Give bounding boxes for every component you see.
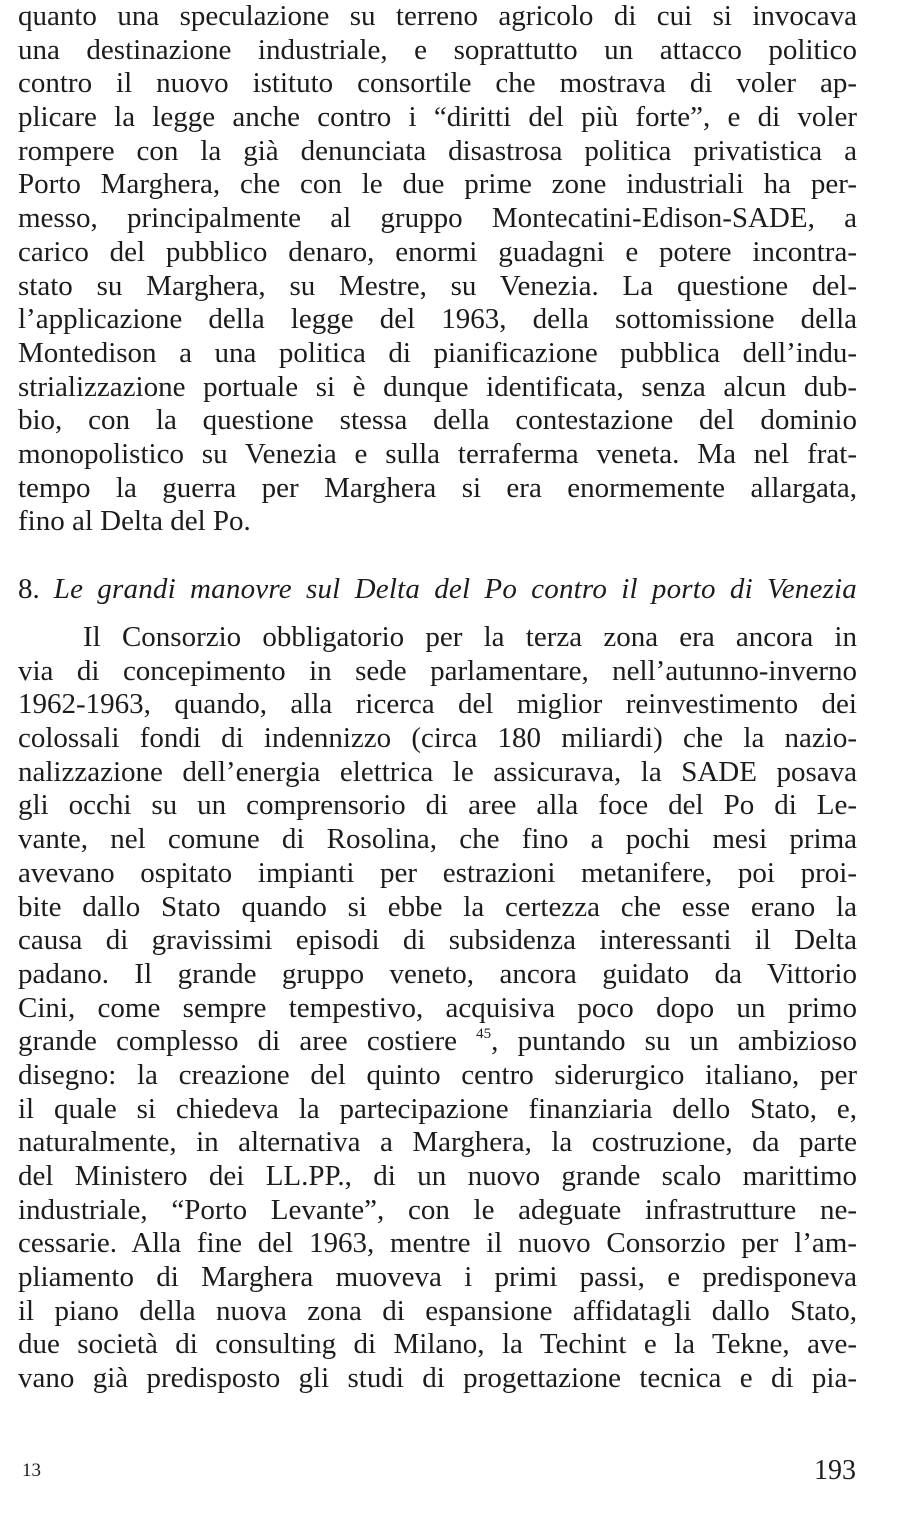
text-line: padano. Il grande gruppo veneto, ancora guidato da Vittorio — [18, 957, 857, 990]
section-title: Le grandi manovre sul Delta del Po contro il porto di Venezia — [53, 573, 858, 605]
text-line: causa di gravissimi episodi di subsidenza interessanti il Delta — [18, 924, 857, 957]
text-line: plicare la legge anche contro i “diritti del più forte”, e di voler — [18, 101, 857, 134]
text-line: contro il nuovo istituto consortile che mostrava di voler ap- — [18, 67, 857, 100]
text-line: Il Consorzio obbligatorio per la terza zona era ancora in — [83, 621, 857, 653]
text-line-with-footnote — [18, 1025, 857, 1059]
text-line: del Ministero dei LL.PP., di un nuovo grande scalo marittimo — [18, 1160, 857, 1192]
text-line: bio, con la questione stessa della contestazione del dominio — [18, 404, 857, 437]
text-line: l’applicazione della legge del 1963, della sottomissione della — [18, 303, 857, 336]
text-line: carico del pubblico denaro, enormi guadagni e potere incontra- — [18, 235, 857, 268]
text-line: vante, nel comune di Rosolina, che fino a pochi mesi prima — [18, 823, 857, 856]
text-line: Montedison a una politica di pianificazione pubblica dell’indu- — [18, 336, 857, 369]
text-fragment: grande complesso di aree costiere — [18, 1025, 457, 1058]
text-line: fino al Delta del Po. — [18, 505, 251, 538]
section-number: 8. — [18, 573, 40, 605]
text-line: monopolistico su Venezia e sulla terraferma veneta. Ma nel frat- — [18, 437, 857, 470]
text-line: Porto Marghera, che con le due prime zone industriali ha per- — [18, 168, 857, 201]
text-line: il piano della nuova zona di espansione affidatagli dallo Stato, — [18, 1294, 857, 1327]
text-line: il quale si chiedeva la partecipazione finanziaria dello Stato, e, — [18, 1092, 857, 1125]
paragraph-1 — [18, 0, 857, 539]
text-line: Cini, come sempre tempestivo, acquisiva poco dopo un primo — [18, 991, 857, 1024]
paragraph-2 — [18, 621, 857, 1396]
signature-mark: 13 — [22, 1460, 41, 1481]
text-line: bite dallo Stato quando si ebbe la certezza che esse erano la — [18, 890, 857, 923]
text-line: 1962-1963, quando, alla ricerca del miglior reinvestimento dei — [18, 688, 857, 721]
text-line: stato su Marghera, su Mestre, su Venezia. La questione del- — [18, 269, 857, 302]
footnote-reference: 45 — [476, 1026, 492, 1043]
text-line: tempo la guerra per Marghera si era enormemente allargata, — [18, 471, 857, 504]
text-line: rompere con la già denunciata disastrosa politica privatistica a — [18, 134, 857, 167]
text-line: quanto una speculazione su terreno agricolo di cui si invocava — [18, 0, 857, 32]
text-line: gli occhi su un comprensorio di aree alla foce del Po di Le- — [18, 789, 857, 822]
text-line: avevano ospitato impianti per estrazioni metanifere, poi proi- — [18, 856, 857, 889]
text-line: nalizzazione dell’energia elettrica le assicurava, la SADE posava — [18, 755, 857, 788]
text-line: via di concepimento in sede parlamentare, nell’autunno-inverno — [18, 654, 857, 687]
text-line: una destinazione industriale, e soprattutto un attacco politico — [18, 33, 857, 66]
text-line: vano già predisposto gli studi di progettazione tecnica e di pia- — [18, 1362, 857, 1395]
text-line: naturalmente, in alternativa a Marghera, la costruzione, da parte — [18, 1126, 857, 1159]
text-line: due società di consulting di Milano, la Techint e la Tekne, ave- — [18, 1328, 857, 1361]
text-line: strializzazione portuale si è dunque identificata, senza alcun dub- — [18, 370, 857, 403]
text-fragment: , puntando su un ambizioso — [491, 1025, 857, 1058]
page-number: 193 — [814, 1455, 856, 1486]
text-line: colossali fondi di indennizzo (circa 180 miliardi) che la nazio- — [18, 722, 857, 755]
text-line: messo, principalmente al gruppo Montecatini-Edison-SADE, a — [18, 202, 857, 235]
text-line: disegno: la creazione del quinto centro siderurgico italiano, per — [18, 1058, 857, 1091]
text-line: industriale, “Porto Levante”, con le adeguate infrastrutture ne- — [18, 1193, 857, 1226]
section-heading — [18, 573, 857, 607]
text-line: pliamento di Marghera muoveva i primi passi, e predisponeva — [18, 1261, 857, 1294]
text-line: cessarie. Alla fine del 1963, mentre il nuovo Consorzio per l’am- — [18, 1227, 857, 1260]
